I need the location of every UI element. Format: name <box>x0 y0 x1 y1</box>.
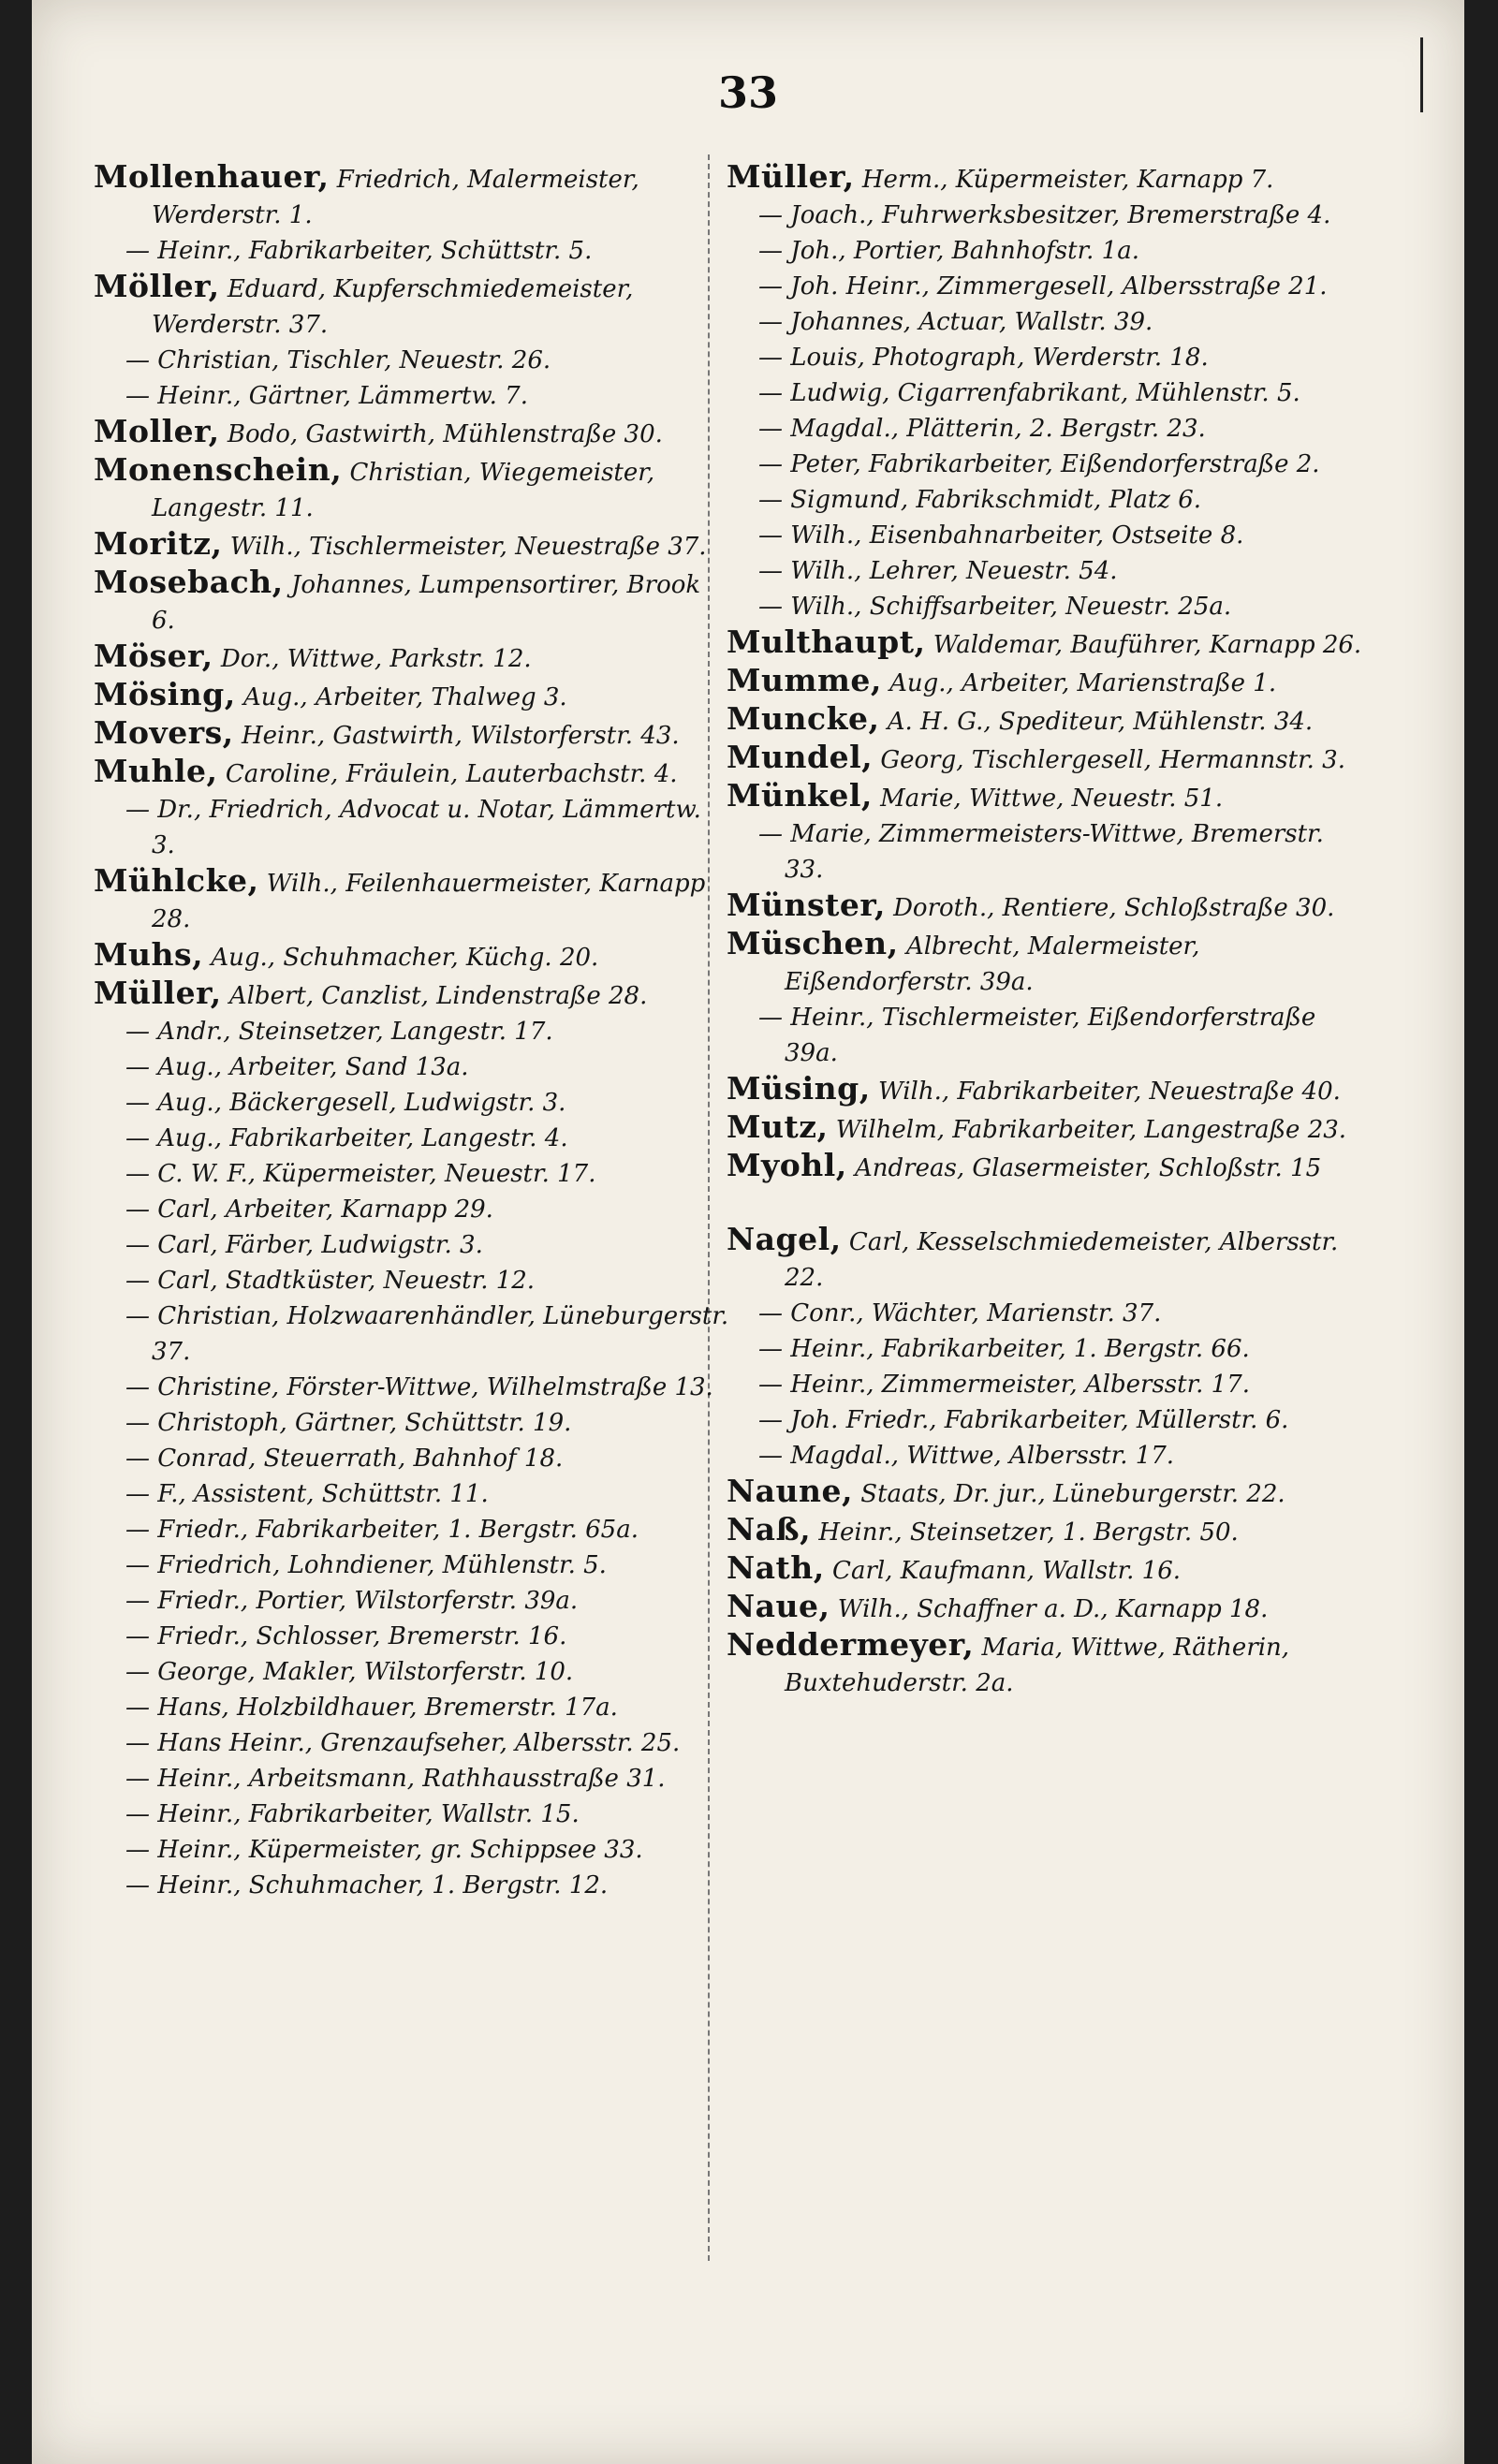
entry-details: Doroth., Rentiere, Schloßstraße 30. <box>893 894 1335 922</box>
entry-details: A. H. G., Spediteur, Mühlenstr. 34. <box>887 708 1314 736</box>
entry-details: Maria, Wittwe, Rätherin, Buxtehuderstr. 2a. <box>785 1634 1290 1697</box>
entry-details: — Friedr., Portier, Wilstorferstr. 39a. <box>125 1587 579 1615</box>
directory-entry <box>94 754 730 792</box>
directory-entry <box>727 1589 1363 1627</box>
directory-entry <box>94 1085 730 1121</box>
directory-entry <box>727 518 1363 553</box>
directory-entry <box>94 1832 730 1868</box>
directory-entry <box>94 1868 730 1903</box>
directory-entry <box>727 701 1363 740</box>
directory-entry <box>94 937 730 975</box>
entry-surname: Multhaupt, <box>727 623 926 660</box>
entry-details: — Ludwig, Cigarrenfabrikant, Mühlenstr. 5. <box>758 379 1300 407</box>
directory-entry <box>94 1370 730 1405</box>
directory-entry <box>727 269 1363 304</box>
directory-entry <box>727 1627 1363 1701</box>
directory-entry <box>94 1725 730 1761</box>
directory-entry <box>727 340 1363 375</box>
entry-details: — Sigmund, Fabrikschmidt, Platz 6. <box>758 486 1202 514</box>
entry-details: — Hans, Holzbildhauer, Bremerstr. 17a. <box>125 1694 618 1722</box>
directory-entry <box>94 1761 730 1797</box>
entry-surname: Muncke, <box>727 700 880 737</box>
entry-details: Wilh., Feilenhauermeister, Karnapp 28. <box>152 870 706 933</box>
entry-details: Aug., Schuhmacher, Küchg. 20. <box>211 944 599 972</box>
entry-details: Christian, Wiegemeister, Langestr. 11. <box>152 459 655 522</box>
directory-entry <box>727 375 1363 411</box>
entry-details: Aug., Arbeiter, Thalweg 3. <box>242 683 567 711</box>
directory-entry <box>94 1121 730 1156</box>
directory-entry <box>727 233 1363 269</box>
directory-entry <box>727 447 1363 482</box>
entry-surname: Naue, <box>727 1588 830 1624</box>
entry-details: Caroline, Fräulein, Lauterbachstr. 4. <box>225 760 678 788</box>
directory-entry <box>94 1263 730 1298</box>
directory-entry <box>94 638 730 677</box>
entry-details: — Heinr., Gärtner, Lämmertw. 7. <box>125 382 528 410</box>
directory-entry <box>94 1476 730 1512</box>
directory-entry <box>94 1797 730 1832</box>
entry-surname: Mosebach, <box>94 564 284 600</box>
directory-entry <box>94 715 730 754</box>
directory-entry <box>94 526 730 565</box>
right-column <box>727 159 1363 1701</box>
entry-details: — Heinr., Fabrikarbeiter, 1. Bergstr. 66. <box>758 1335 1250 1363</box>
directory-entry <box>94 1192 730 1227</box>
entry-details: — Joh. Friedr., Fabrikarbeiter, Müllerstr. 6. <box>758 1406 1289 1434</box>
entry-details: — Friedr., Fabrikarbeiter, 1. Bergstr. 65a. <box>125 1516 639 1544</box>
entry-details: — Heinr., Fabrikarbeiter, Schüttstr. 5. <box>125 237 593 265</box>
entry-details: — Peter, Fabrikarbeiter, Eißendorferstraße 2. <box>758 450 1320 478</box>
directory-entry <box>94 414 730 452</box>
entry-surname: Möller, <box>94 268 220 304</box>
entry-surname: Nath, <box>727 1549 825 1586</box>
entry-details: — Friedr., Schlosser, Bremerstr. 16. <box>125 1622 567 1650</box>
entry-surname: Mühlcke, <box>94 862 259 899</box>
entry-details: — Magdal., Wittwe, Albersstr. 17. <box>758 1442 1175 1470</box>
directory-entry <box>727 740 1363 778</box>
entry-details: Johannes, Lumpensortirer, Brook 6. <box>152 571 701 635</box>
directory-entry <box>94 1583 730 1619</box>
entry-surname: Mollenhauer, <box>94 158 330 195</box>
entry-surname: Möser, <box>94 638 213 674</box>
entry-details: — Dr., Friedrich, Advocat u. Notar, Lämmertw. 3. <box>125 796 701 859</box>
entry-surname: Monenschein, <box>94 451 343 488</box>
entry-details: Bodo, Gastwirth, Mühlenstraße 30. <box>227 420 663 448</box>
entry-details: Friedrich, Malermeister, Werderstr. 1. <box>152 166 639 229</box>
entry-surname: Muhle, <box>94 753 218 789</box>
directory-entry <box>94 1690 730 1725</box>
entry-details: Waldemar, Bauführer, Karnapp 26. <box>933 631 1362 659</box>
directory-entry <box>727 1148 1363 1186</box>
entry-surname: Mumme, <box>727 662 882 698</box>
directory-entry <box>94 233 730 269</box>
entry-details: Staats, Dr. jur., Lüneburgerstr. 22. <box>860 1480 1285 1508</box>
directory-entry <box>727 304 1363 340</box>
entry-details: — Hans Heinr., Grenzaufseher, Albersstr. 25. <box>125 1729 681 1757</box>
entry-details: — Magdal., Plätterin, 2. Bergstr. 23. <box>758 415 1206 443</box>
entry-surname: Naß, <box>727 1511 812 1547</box>
directory-entry <box>94 1547 730 1583</box>
entry-details: Carl, Kaufmann, Wallstr. 16. <box>832 1557 1182 1585</box>
entry-details: Heinr., Gastwirth, Wilstorferstr. 43. <box>241 722 680 750</box>
entry-details: — Friedrich, Lohndiener, Mühlenstr. 5. <box>125 1551 607 1579</box>
entry-details: — Marie, Zimmermeisters-Wittwe, Bremerstr. 33. <box>758 820 1324 884</box>
entry-details: Heinr., Steinsetzer, 1. Bergstr. 50. <box>818 1518 1239 1547</box>
directory-entry <box>94 1298 730 1370</box>
entry-details: — Christian, Tischler, Neuestr. 26. <box>125 346 551 374</box>
entry-details: Herm., Küpermeister, Karnapp 7. <box>861 166 1274 194</box>
entry-details: Georg, Tischlergesell, Hermannstr. 3. <box>880 746 1345 774</box>
entry-details: — Aug., Bäckergesell, Ludwigstr. 3. <box>125 1089 566 1117</box>
entry-details: — F., Assistent, Schüttstr. 11. <box>125 1480 489 1508</box>
directory-entry <box>727 1367 1363 1402</box>
entry-details: — Wilh., Schiffsarbeiter, Neuestr. 25a. <box>758 593 1232 621</box>
directory-entry <box>727 1222 1363 1296</box>
directory-entry <box>94 792 730 863</box>
entry-surname: Moritz, <box>94 525 223 562</box>
entry-details: Andreas, Glasermeister, Schloßstr. 15 <box>855 1154 1322 1182</box>
directory-entry <box>727 1474 1363 1512</box>
entry-details: — Heinr., Schuhmacher, 1. Bergstr. 12. <box>125 1871 609 1899</box>
entry-details: — Heinr., Küpermeister, gr. Schippsee 33. <box>125 1836 643 1864</box>
entry-surname: Mutz, <box>727 1108 829 1145</box>
directory-entry <box>727 1331 1363 1367</box>
entry-details: — Carl, Arbeiter, Karnapp 29. <box>125 1195 493 1224</box>
directory-entry <box>94 677 730 715</box>
entry-details: — Christoph, Gärtner, Schüttstr. 19. <box>125 1409 572 1437</box>
directory-entry <box>94 343 730 378</box>
entry-details: — Aug., Fabrikarbeiter, Langestr. 4. <box>125 1124 568 1152</box>
entry-details: — George, Makler, Wilstorferstr. 10. <box>125 1658 574 1686</box>
entry-details: — Andr., Steinsetzer, Langestr. 17. <box>125 1018 553 1046</box>
directory-entry <box>727 1109 1363 1148</box>
entry-details: Wilh., Tischlermeister, Neuestraße 37. <box>229 533 707 561</box>
entry-details: Aug., Arbeiter, Marienstraße 1. <box>889 669 1277 697</box>
directory-entry <box>94 1156 730 1192</box>
entry-details: — Aug., Arbeiter, Sand 13a. <box>125 1053 469 1081</box>
entry-details: — Joh. Heinr., Zimmergesell, Albersstraße 21. <box>758 272 1328 301</box>
entry-surname: Naune, <box>727 1473 854 1509</box>
directory-entry <box>94 863 730 937</box>
entry-details: — Heinr., Fabrikarbeiter, Wallstr. 15. <box>125 1800 580 1828</box>
directory-entry <box>94 1654 730 1690</box>
entry-details: — Joh., Portier, Bahnhofstr. 1a. <box>758 237 1139 265</box>
directory-entry <box>727 553 1363 589</box>
entry-surname: Müschen, <box>727 925 899 961</box>
entry-details: — Carl, Stadtküster, Neuestr. 12. <box>125 1267 536 1295</box>
entry-surname: Münkel, <box>727 777 873 814</box>
directory-entry <box>727 1000 1363 1071</box>
directory-entry <box>727 926 1363 1000</box>
left-column <box>94 159 730 1903</box>
directory-entry <box>727 411 1363 447</box>
directory-entry <box>94 1441 730 1476</box>
entry-surname: Mundel, <box>727 739 874 775</box>
entry-details: Wilhelm, Fabrikarbeiter, Langestraße 23. <box>835 1116 1347 1144</box>
page-number: 33 <box>717 67 778 118</box>
entry-details: — Joach., Fuhrwerksbesitzer, Bremerstraße 4. <box>758 201 1331 229</box>
directory-entry <box>727 663 1363 701</box>
directory-entry <box>727 778 1363 816</box>
entry-surname: Müller, <box>94 975 222 1011</box>
directory-entry <box>94 1049 730 1085</box>
entry-details: — Conrad, Steuerrath, Bahnhof 18. <box>125 1445 564 1473</box>
entry-details: Wilh., Schaffner a. D., Karnapp 18. <box>837 1595 1269 1623</box>
directory-entry <box>94 1227 730 1263</box>
entry-details: Marie, Wittwe, Neuestr. 51. <box>880 785 1224 813</box>
directory-entry <box>727 1512 1363 1550</box>
entry-details: Albert, Canzlist, Lindenstraße 28. <box>228 982 648 1010</box>
entry-details: — Johannes, Actuar, Wallstr. 39. <box>758 308 1153 336</box>
directory-entry <box>727 1438 1363 1474</box>
directory-entry <box>727 1402 1363 1438</box>
directory-entry <box>727 624 1363 663</box>
entry-surname: Müsing, <box>727 1070 871 1107</box>
directory-entry <box>727 589 1363 624</box>
directory-entry <box>94 378 730 414</box>
directory-entry <box>94 452 730 526</box>
directory-entry <box>94 565 730 638</box>
entry-details: — Wilh., Lehrer, Neuestr. 54. <box>758 557 1118 585</box>
entry-details: — Wilh., Eisenbahnarbeiter, Ostseite 8. <box>758 521 1244 550</box>
directory-entry <box>727 1296 1363 1331</box>
entry-surname: Movers, <box>94 714 234 751</box>
directory-entry <box>727 816 1363 887</box>
entry-details: — Christine, Förster-Wittwe, Wilhelmstraße 13. <box>125 1373 713 1401</box>
directory-entry <box>727 1550 1363 1589</box>
entry-surname: Moller, <box>94 413 220 449</box>
entry-details: Eduard, Kupferschmiedemeister, Werderstr. 37. <box>152 275 634 339</box>
entry-details: Albrecht, Malermeister, Eißendorferstr. 39a. <box>785 932 1200 996</box>
entry-surname: Mösing, <box>94 676 236 712</box>
directory-entry <box>727 1071 1363 1109</box>
entry-details: Wilh., Fabrikarbeiter, Neuestraße 40. <box>877 1078 1341 1106</box>
directory-entry <box>727 887 1363 926</box>
entry-details: — Heinr., Arbeitsmann, Rathhausstraße 31. <box>125 1765 666 1793</box>
entry-details: Dor., Wittwe, Parkstr. 12. <box>220 645 532 673</box>
entry-details: Carl, Kesselschmiedemeister, Albersstr. 22. <box>785 1228 1339 1292</box>
entry-details: — Carl, Färber, Ludwigstr. 3. <box>125 1231 483 1259</box>
entry-surname: Muhs, <box>94 936 204 973</box>
entry-surname: Müller, <box>727 158 855 195</box>
directory-entry <box>727 159 1363 198</box>
entry-surname: Myohl, <box>727 1147 847 1183</box>
directory-entry <box>94 1405 730 1441</box>
entry-details: — Christian, Holzwaarenhändler, Lüneburgerstr. 37. <box>125 1302 729 1366</box>
directory-entry <box>94 1512 730 1547</box>
directory-page <box>32 0 1464 2464</box>
entry-details: — Heinr., Tischlermeister, Eißendorferstraße 39a. <box>758 1004 1316 1067</box>
directory-entry <box>94 269 730 343</box>
directory-entry <box>94 1014 730 1049</box>
entry-surname: Münster, <box>727 887 886 923</box>
directory-entry <box>727 198 1363 233</box>
directory-entry <box>94 159 730 233</box>
entry-details: — Heinr., Zimmermeister, Albersstr. 17. <box>758 1371 1251 1399</box>
entry-details: — Louis, Photograph, Werderstr. 18. <box>758 344 1209 372</box>
directory-entry <box>727 482 1363 518</box>
entry-surname: Nagel, <box>727 1221 842 1257</box>
directory-entry <box>94 975 730 1014</box>
entry-details: — Conr., Wächter, Marienstr. 37. <box>758 1299 1162 1327</box>
directory-entry <box>94 1619 730 1654</box>
entry-surname: Neddermeyer, <box>727 1626 975 1663</box>
entry-details: — C. W. F., Küpermeister, Neuestr. 17. <box>125 1160 596 1188</box>
